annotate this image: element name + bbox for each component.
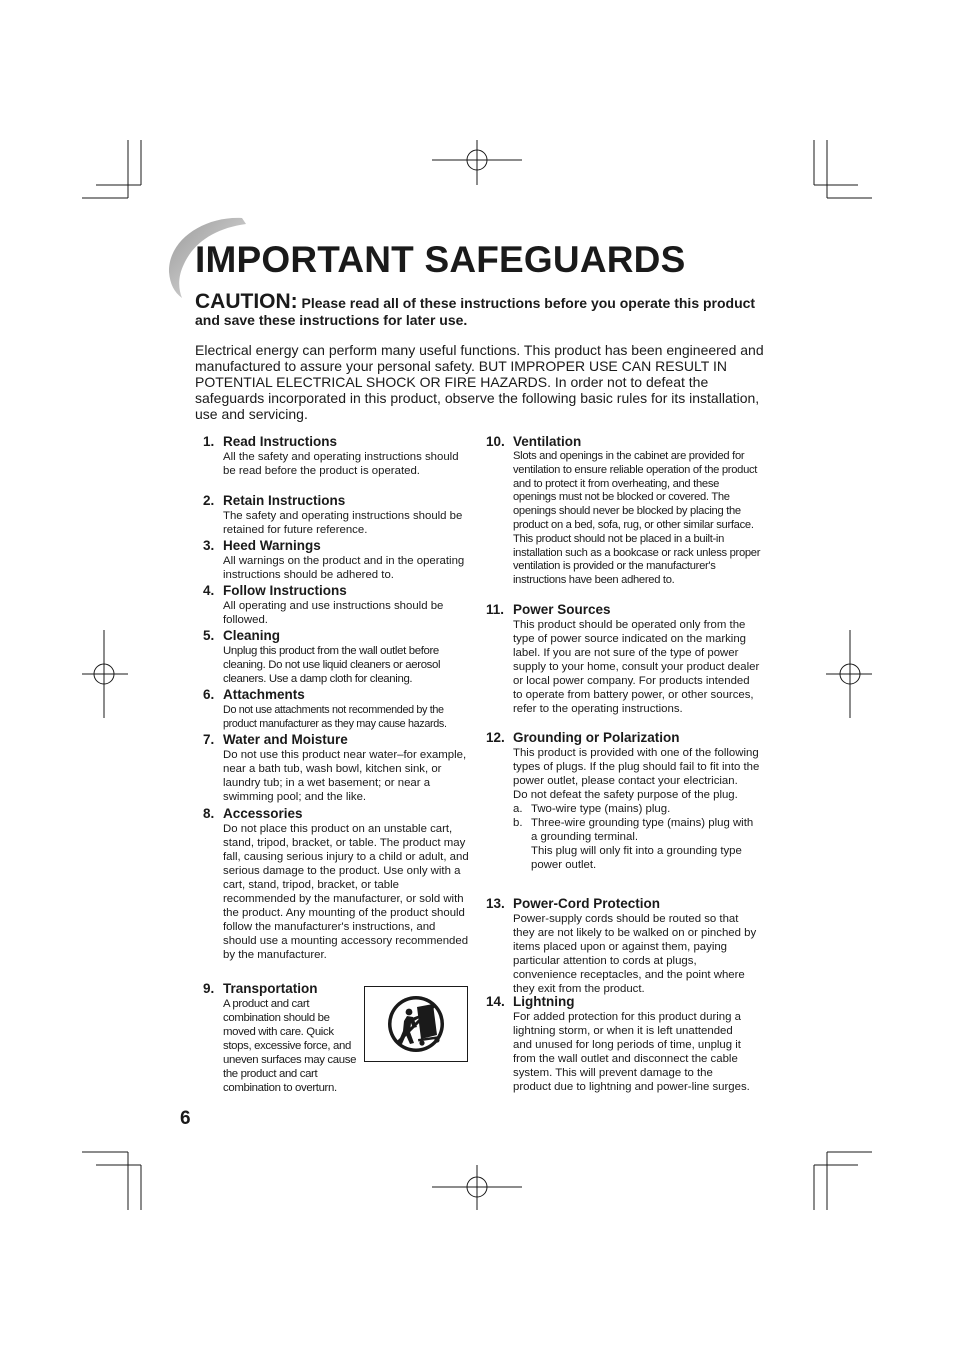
item-body: Do not use attachments not recommended by the product manufacturer as they may cause hazards. xyxy=(223,704,447,730)
item-body: This product should be operated only from the type of power source indicated on the marking label. If you are not sure of the type of power supply to your home, consult your product dealer or local power company. For products intended to operate from battery power, or other sources, refer to the operating instructions. xyxy=(513,619,760,715)
item-body: Unplug this product from the wall outlet before cleaning. Do not use liquid cleaners or aerosol cleaners. Use a damp cloth for cleaning. xyxy=(223,645,441,685)
item-body: A product and cart combination should be moved with care. Quick stops, excessive force, and uneven surfaces may cause the product and cart combination to overturn. xyxy=(223,998,357,1094)
safeguard-item xyxy=(203,434,469,493)
item-heading: Read Instructions xyxy=(223,434,338,449)
sub-item-text: Three-wire grounding type (mains) plug with a grounding terminal. xyxy=(531,817,754,843)
item-number: 6. xyxy=(203,687,215,702)
item-body: For added protection for this product during a lightning storm, or when it is left unattended and unused for long periods of time, unplug it from the wall outlet and disconnect the cable system. This will prevent damage to the product due to lightning and power-line surges. xyxy=(513,1011,750,1093)
safeguard-item xyxy=(486,896,762,994)
safeguard-item xyxy=(203,806,469,981)
item-body: All operating and use instructions should be followed. xyxy=(223,600,444,626)
item-number: 3. xyxy=(203,538,215,553)
sub-item-label: b. xyxy=(513,817,523,829)
item-body-note: Do not defeat the safety purpose of the plug. xyxy=(513,789,738,801)
page-number: 6 xyxy=(180,1108,191,1129)
sub-item-text: Two-wire type (mains) plug. xyxy=(531,803,671,815)
item-body: This product is provided with one of the following types of plugs. If the plug should fail to fit into the power outlet, please contact your electrician. xyxy=(513,747,760,787)
item-number: 7. xyxy=(203,732,215,747)
cart-tip-over-warning-icon xyxy=(365,987,467,1061)
item-number: 13. xyxy=(486,896,505,911)
caution-text: Please read all of these instructions before you operate this product and save these instructions for later use. xyxy=(195,295,756,328)
item-number: 4. xyxy=(203,583,215,598)
item-heading: Lightning xyxy=(513,994,575,1009)
item-heading: Grounding or Polarization xyxy=(513,730,680,745)
item-heading: Power-Cord Protection xyxy=(513,896,661,911)
sub-item-label: a. xyxy=(513,803,523,815)
item-body: All the safety and operating instructions should be read before the product is operated. xyxy=(223,451,459,477)
safeguard-item xyxy=(486,994,762,1104)
item-heading: Accessories xyxy=(223,806,303,821)
item-number: 5. xyxy=(203,628,215,643)
page-title: IMPORTANT SAFEGUARDS xyxy=(195,239,686,280)
item-number: 1. xyxy=(203,434,215,449)
safeguard-item xyxy=(486,434,762,602)
item-heading: Transportation xyxy=(223,981,318,996)
safeguard-item xyxy=(486,730,762,896)
item-body: The safety and operating instructions should be retained for future reference. xyxy=(223,510,463,536)
item-number: 12. xyxy=(486,730,505,745)
intro-paragraph: Electrical energy can perform many useful functions. This product has been engineered and manufactured to assure your personal safety. BUT IMPROPER USE CAN RESULT IN POTENTIAL ELECTRICAL SHOCK OR FIRE HAZARDS. In order not to defeat the safeguards incorporated in this product, observe the following basic rules for its installation, use and servicing. xyxy=(195,342,764,422)
item-heading: Power Sources xyxy=(513,602,611,617)
right-column xyxy=(486,434,762,1104)
item-number: 9. xyxy=(203,981,215,996)
item-heading: Ventilation xyxy=(513,434,582,449)
safeguard-item xyxy=(203,583,469,628)
sub-item xyxy=(513,802,762,816)
sub-item-text: This plug will only fit into a grounding type power outlet. xyxy=(531,845,742,871)
item-body: Do not place this product on an unstable cart, stand, tripod, bracket, or table. The product may fall, causing serious injury to a child or adult, and serious damage to the product. Use only with a cart, stand, tripod, bracket, or table recommended by the manufacturer, or sold with the product. Any mounting of the product should follow the manufacturer's instructions, and should use a mounting accessory recommended by the manufacturer. xyxy=(223,823,469,961)
item-body: Do not use this product near water–for example, near a bath tub, wash bowl, kitchen sink, or laundry tub; in a wet basement; or near a swimming pool; and the like. xyxy=(223,749,467,803)
safeguard-item xyxy=(203,538,469,583)
safeguard-item xyxy=(486,602,762,730)
item-body: Power-supply cords should be routed so that they are not likely to be walked on or pinched by items placed upon or against them, paying particular attention to cords at plugs, convenience receptacles, and the point where they exit from the product. xyxy=(513,913,757,995)
safeguard-item xyxy=(203,732,469,806)
item-heading: Attachments xyxy=(223,687,305,702)
item-heading: Cleaning xyxy=(223,628,281,643)
item-number: 14. xyxy=(486,994,505,1009)
item-heading: Heed Warnings xyxy=(223,538,321,553)
item-heading: Retain Instructions xyxy=(223,493,346,508)
sub-item xyxy=(513,816,762,872)
safeguard-item xyxy=(203,493,469,538)
item-number: 8. xyxy=(203,806,215,821)
item-number: 10. xyxy=(486,434,505,449)
caution-notice xyxy=(195,290,765,329)
item-body: Slots and openings in the cabinet are provided for ventilation to ensure reliable operation of the product and to protect it from overheating, and these openings must not be blocked or covered. The openings should never be blocked by placing the product on a bed, sofa, rug, or other similar surface. This product should not be placed in a built-in installation such as a bookcase or rack unless proper ventilation is provided or the manufacturer's instructions have been adhered to. xyxy=(513,450,761,587)
item-heading: Follow Instructions xyxy=(223,583,347,598)
item-body: All warnings on the product and in the operating instructions should be adhered to. xyxy=(223,555,465,581)
item-number: 2. xyxy=(203,493,215,508)
caution-label: CAUTION: xyxy=(195,290,298,313)
safeguard-item xyxy=(203,687,469,732)
cart-warning-box xyxy=(364,986,468,1062)
safeguard-item xyxy=(203,628,469,687)
item-heading: Water and Moisture xyxy=(223,732,348,747)
item-number: 11. xyxy=(486,602,505,617)
